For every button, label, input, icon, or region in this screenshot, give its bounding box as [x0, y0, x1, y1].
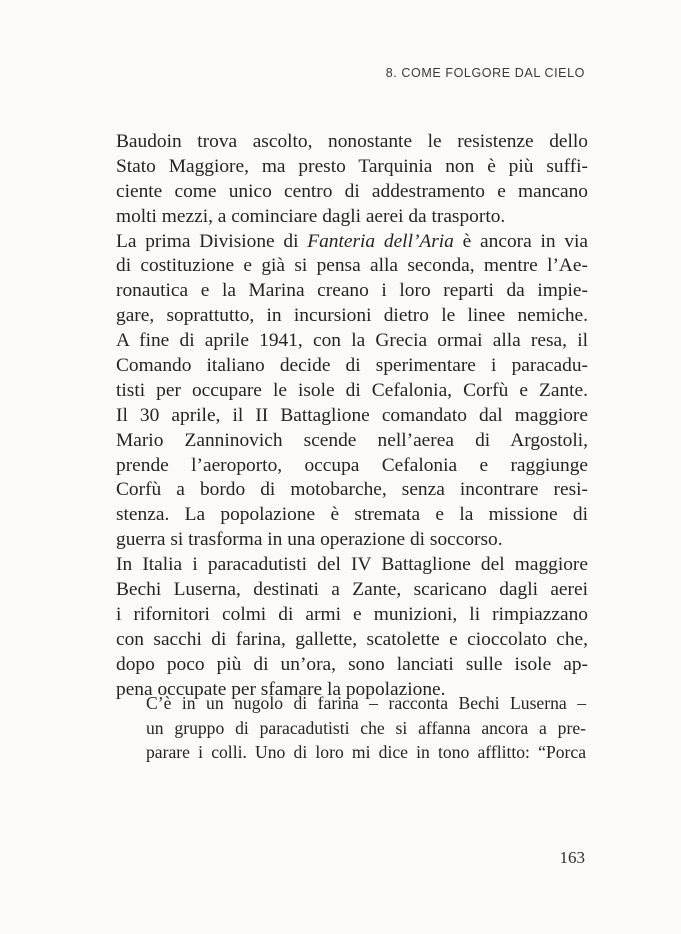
text-line: gare, soprattutto, in incursioni dietro le linee nemiche.	[116, 305, 588, 327]
text-run: La prima Divisione di	[116, 230, 308, 252]
text-line: Mario Zanninovich scende nell’aerea di Argostoli,	[116, 429, 588, 451]
text-line: Baudoin trova ascolto, nonostante le resistenze dello	[116, 131, 588, 152]
text-line: stenza. La popolazione è stremata e la missione di	[116, 504, 588, 526]
text-line: In Italia i paracadutisti del IV Battaglione del maggiore	[116, 554, 588, 576]
text-line: guerra si trasforma in una operazione di soccorso.	[116, 529, 503, 551]
italic-title: Fanteria dell’Aria	[307, 230, 454, 252]
running-header: 8. COME FOLGORE DAL CIELO	[385, 66, 585, 80]
text-line: ronautica e la Marina creano i loro reparti da impie-	[116, 280, 588, 302]
text-line: A fine di aprile 1941, con la Grecia ormai alla resa, il	[116, 330, 588, 352]
paragraph-3	[116, 553, 588, 702]
text-line: pena occupate per sfamare la popolazione.	[116, 678, 446, 700]
text-line	[116, 230, 588, 255]
text-line: Il 30 aprile, il II Battaglione comandato dal maggiore	[116, 404, 588, 426]
text-line: molti mezzi, a cominciare dagli aerei da trasporto.	[116, 205, 506, 227]
paragraph-2	[116, 230, 588, 554]
page-number: 163	[559, 848, 585, 867]
text-line: Comando italiano decide di sperimentare i paracadu-	[116, 355, 588, 377]
text-run: è ancora in via	[453, 230, 589, 252]
text-line: Corfù a bordo di motobarche, senza incontrare resi-	[116, 479, 588, 501]
body-text	[116, 130, 588, 702]
text-line: prende l’aeroporto, occupa Cefalonia e raggiunge	[116, 454, 588, 476]
text-line: i rifornitori colmi di armi e munizioni, li rimpiazzano	[116, 603, 588, 625]
text-line: con sacchi di farina, gallette, scatolette e cioccolato che,	[116, 628, 588, 650]
paragraph-1	[116, 130, 588, 230]
text-line: Stato Maggiore, ma presto Tarquinia non è più suffi-	[116, 155, 588, 177]
quote-line: parare i colli. Uno di loro mi dice in tono afflitto: “Porca	[146, 742, 586, 763]
quote-line: un gruppo di paracadutisti che si affanna ancora a pre-	[146, 717, 586, 738]
text-line: dopo poco più di un’ora, sono lanciati sulle isole ap-	[116, 653, 588, 675]
text-line: di costituzione e già si pensa alla seconda, mentre l’Ae-	[116, 255, 588, 277]
block-quote	[146, 691, 586, 765]
quote-line: C’è in un nugolo di farina – racconta Bechi Luserna –	[146, 693, 586, 713]
text-line: Bechi Luserna, destinati a Zante, scaricano dagli aerei	[116, 579, 588, 601]
text-line: ciente come unico centro di addestramento e mancano	[116, 180, 588, 202]
text-line: tisti per occupare le isole di Cefalonia, Corfù e Zante.	[116, 379, 588, 401]
